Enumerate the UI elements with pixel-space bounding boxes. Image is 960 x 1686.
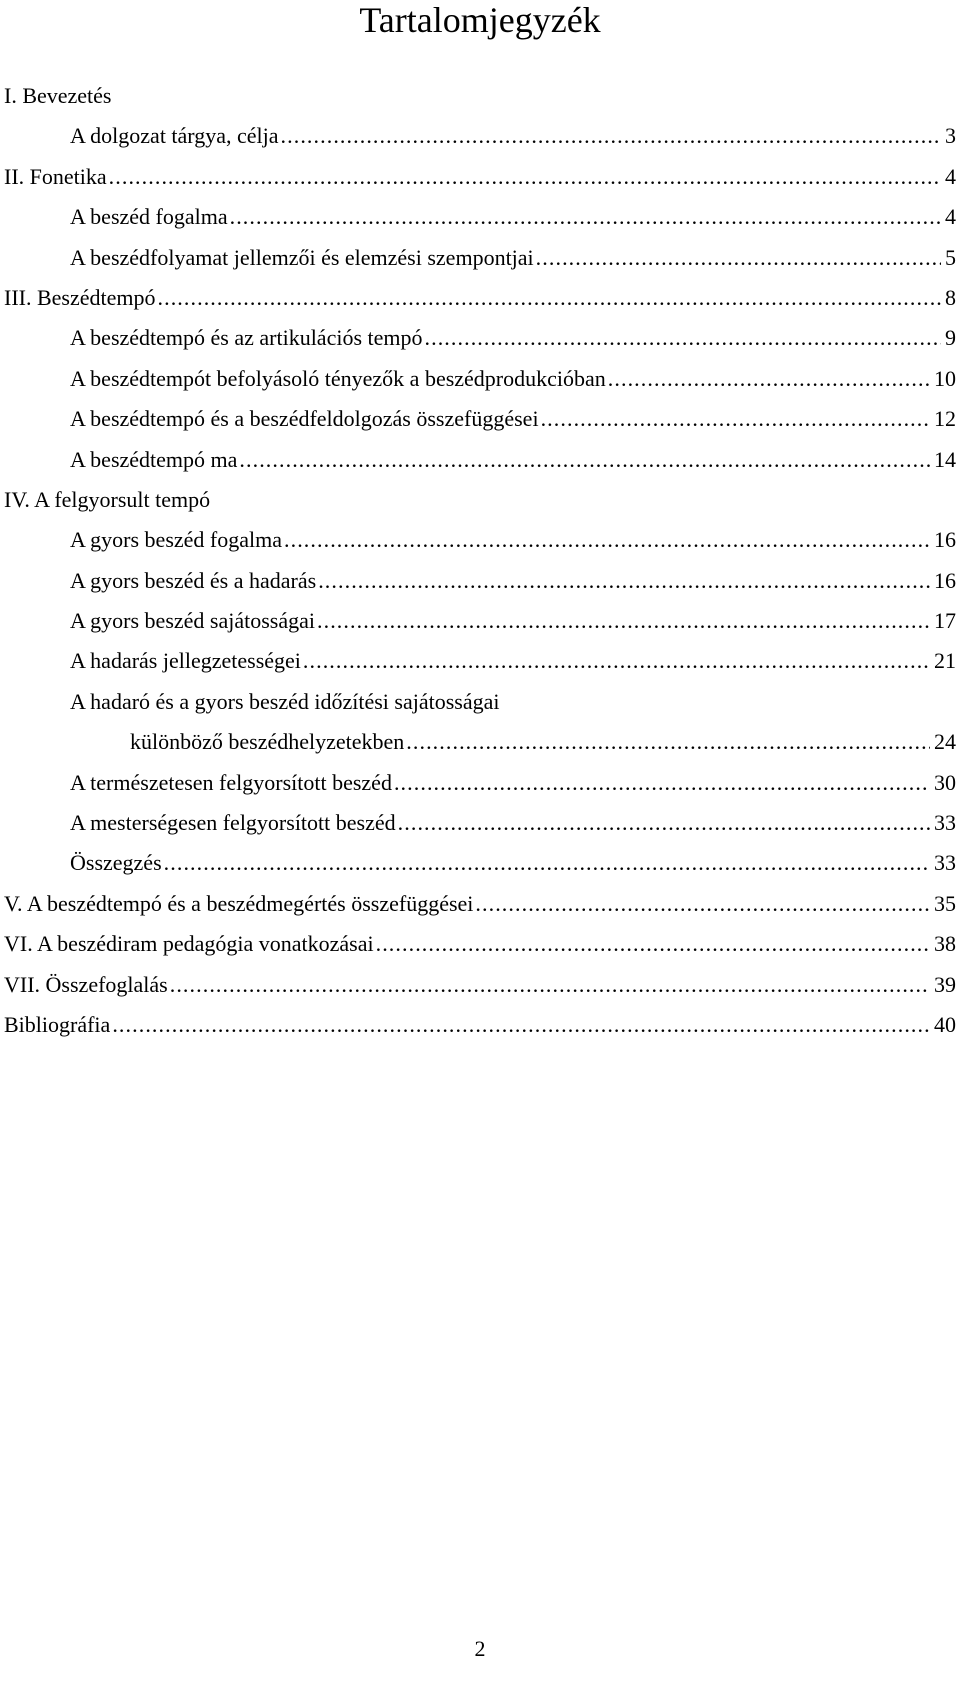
toc-entry[interactable] <box>0 965 960 1005</box>
toc-entry-page: 21 <box>934 648 956 674</box>
toc-entry[interactable] <box>0 480 960 520</box>
toc-entry[interactable] <box>0 76 960 116</box>
toc-entry-page: 40 <box>934 1011 956 1037</box>
toc-dot-leader <box>239 440 930 480</box>
toc-entry[interactable] <box>0 520 960 560</box>
toc-entry[interactable] <box>0 803 960 843</box>
toc-dot-leader <box>158 278 942 318</box>
toc-dot-leader <box>317 601 930 641</box>
toc-entry-page: 4 <box>945 163 956 189</box>
toc-entry-page: 35 <box>934 890 956 916</box>
toc-entry[interactable] <box>0 641 960 681</box>
toc-entry-page: 8 <box>945 284 956 310</box>
toc-dot-leader <box>475 884 930 924</box>
toc-entry[interactable] <box>0 440 960 480</box>
toc-entry-label: VI. A beszédiram pedagógia vonatkozásai <box>4 931 374 957</box>
toc-entry-page: 24 <box>934 729 956 755</box>
toc-entry-page: 5 <box>945 244 956 270</box>
toc-entry-page: 12 <box>934 406 956 432</box>
toc-entry[interactable] <box>0 399 960 439</box>
toc-entry-label: A dolgozat tárgya, célja <box>70 123 279 149</box>
toc-entry-page: 16 <box>934 527 956 553</box>
toc-dot-leader <box>112 1005 930 1045</box>
toc-entry-page: 17 <box>934 608 956 634</box>
toc-entry-label: A beszédtempó ma <box>70 446 238 472</box>
toc-dot-leader <box>608 359 930 399</box>
toc-entry-label: I. Bevezetés <box>4 83 112 108</box>
toc-entry[interactable] <box>0 157 960 197</box>
toc-dot-leader <box>281 116 941 156</box>
toc-entry-label: A hadaró és a gyors beszéd időzítési sajátosságai <box>70 688 500 714</box>
toc-entry-label: IV. A felgyorsult tempó <box>4 486 211 512</box>
toc-dot-leader <box>164 843 930 883</box>
toc-entry-label: A beszédfolyamat jellemzői és elemzési szempontjai <box>70 244 534 270</box>
toc-entry[interactable] <box>0 722 960 762</box>
toc-entry-label: különböző beszédhelyzetekben <box>130 729 405 755</box>
toc-dot-leader <box>376 924 930 964</box>
toc-dot-leader <box>318 561 930 601</box>
toc-entry-label: A beszéd fogalma <box>70 204 228 230</box>
toc-entry[interactable] <box>0 924 960 964</box>
toc-dot-leader <box>230 197 941 237</box>
toc-entry-page: 33 <box>934 850 956 876</box>
toc-entry-label: V. A beszédtempó és a beszédmegértés összefüggései <box>4 890 474 916</box>
toc-entry-label: A beszédtempó és az artikulációs tempó <box>70 325 423 351</box>
toc-entry[interactable] <box>0 197 960 237</box>
toc-entry-label: A beszédtempót befolyásoló tényezők a beszédprodukcióban <box>70 365 606 391</box>
toc-entry-page: 39 <box>934 971 956 997</box>
toc-dot-leader <box>536 238 941 278</box>
toc-entry-label: A gyors beszéd és a hadarás <box>70 567 317 593</box>
toc-entry-page: 30 <box>934 769 956 795</box>
toc-entry[interactable] <box>0 763 960 803</box>
toc-entry-label: II. Fonetika <box>4 163 107 189</box>
table-of-contents <box>0 76 960 1045</box>
toc-dot-leader <box>425 318 942 358</box>
toc-entry[interactable] <box>0 116 960 156</box>
toc-entry-label: Összegzés <box>70 850 162 876</box>
toc-dot-leader <box>303 641 930 681</box>
toc-entry[interactable] <box>0 278 960 318</box>
toc-entry-label: Bibliográfia <box>4 1011 111 1037</box>
toc-entry-label: VII. Összefoglalás <box>4 971 168 997</box>
toc-entry-label: III. Beszédtempó <box>4 284 156 310</box>
toc-entry[interactable] <box>0 1005 960 1045</box>
toc-entry-page: 38 <box>934 931 956 957</box>
toc-entry[interactable] <box>0 318 960 358</box>
toc-entry-page: 3 <box>945 123 956 149</box>
toc-entry[interactable] <box>0 843 960 883</box>
toc-dot-leader <box>394 763 930 803</box>
toc-entry-page: 10 <box>934 365 956 391</box>
toc-entry-label: A beszédtempó és a beszédfeldolgozás összefüggései <box>70 406 539 432</box>
toc-entry-page: 33 <box>934 810 956 836</box>
page-title: Tartalomjegyzék <box>359 0 601 40</box>
toc-entry[interactable] <box>0 884 960 924</box>
toc-dot-leader <box>406 722 930 762</box>
toc-entry-page: 16 <box>934 567 956 593</box>
toc-entry[interactable] <box>0 682 960 722</box>
toc-entry-label: A gyors beszéd fogalma <box>70 527 282 553</box>
toc-entry-label: A gyors beszéd sajátosságai <box>70 608 315 634</box>
toc-entry[interactable] <box>0 561 960 601</box>
toc-entry-page: 14 <box>934 446 956 472</box>
toc-entry[interactable] <box>0 601 960 641</box>
toc-entry-label: A természetesen felgyorsított beszéd <box>70 769 392 795</box>
toc-dot-leader <box>541 399 930 439</box>
toc-entry-label: A hadarás jellegzetességei <box>70 648 301 674</box>
toc-dot-leader <box>284 520 930 560</box>
toc-entry-label: A mesterségesen felgyorsított beszéd <box>70 810 396 836</box>
page-number: 2 <box>474 1636 486 1661</box>
toc-entry-page: 4 <box>945 204 956 230</box>
toc-entry[interactable] <box>0 238 960 278</box>
toc-dot-leader <box>109 157 941 197</box>
toc-entry-page: 9 <box>945 325 956 351</box>
toc-dot-leader <box>398 803 930 843</box>
toc-dot-leader <box>170 965 930 1005</box>
toc-entry[interactable] <box>0 359 960 399</box>
